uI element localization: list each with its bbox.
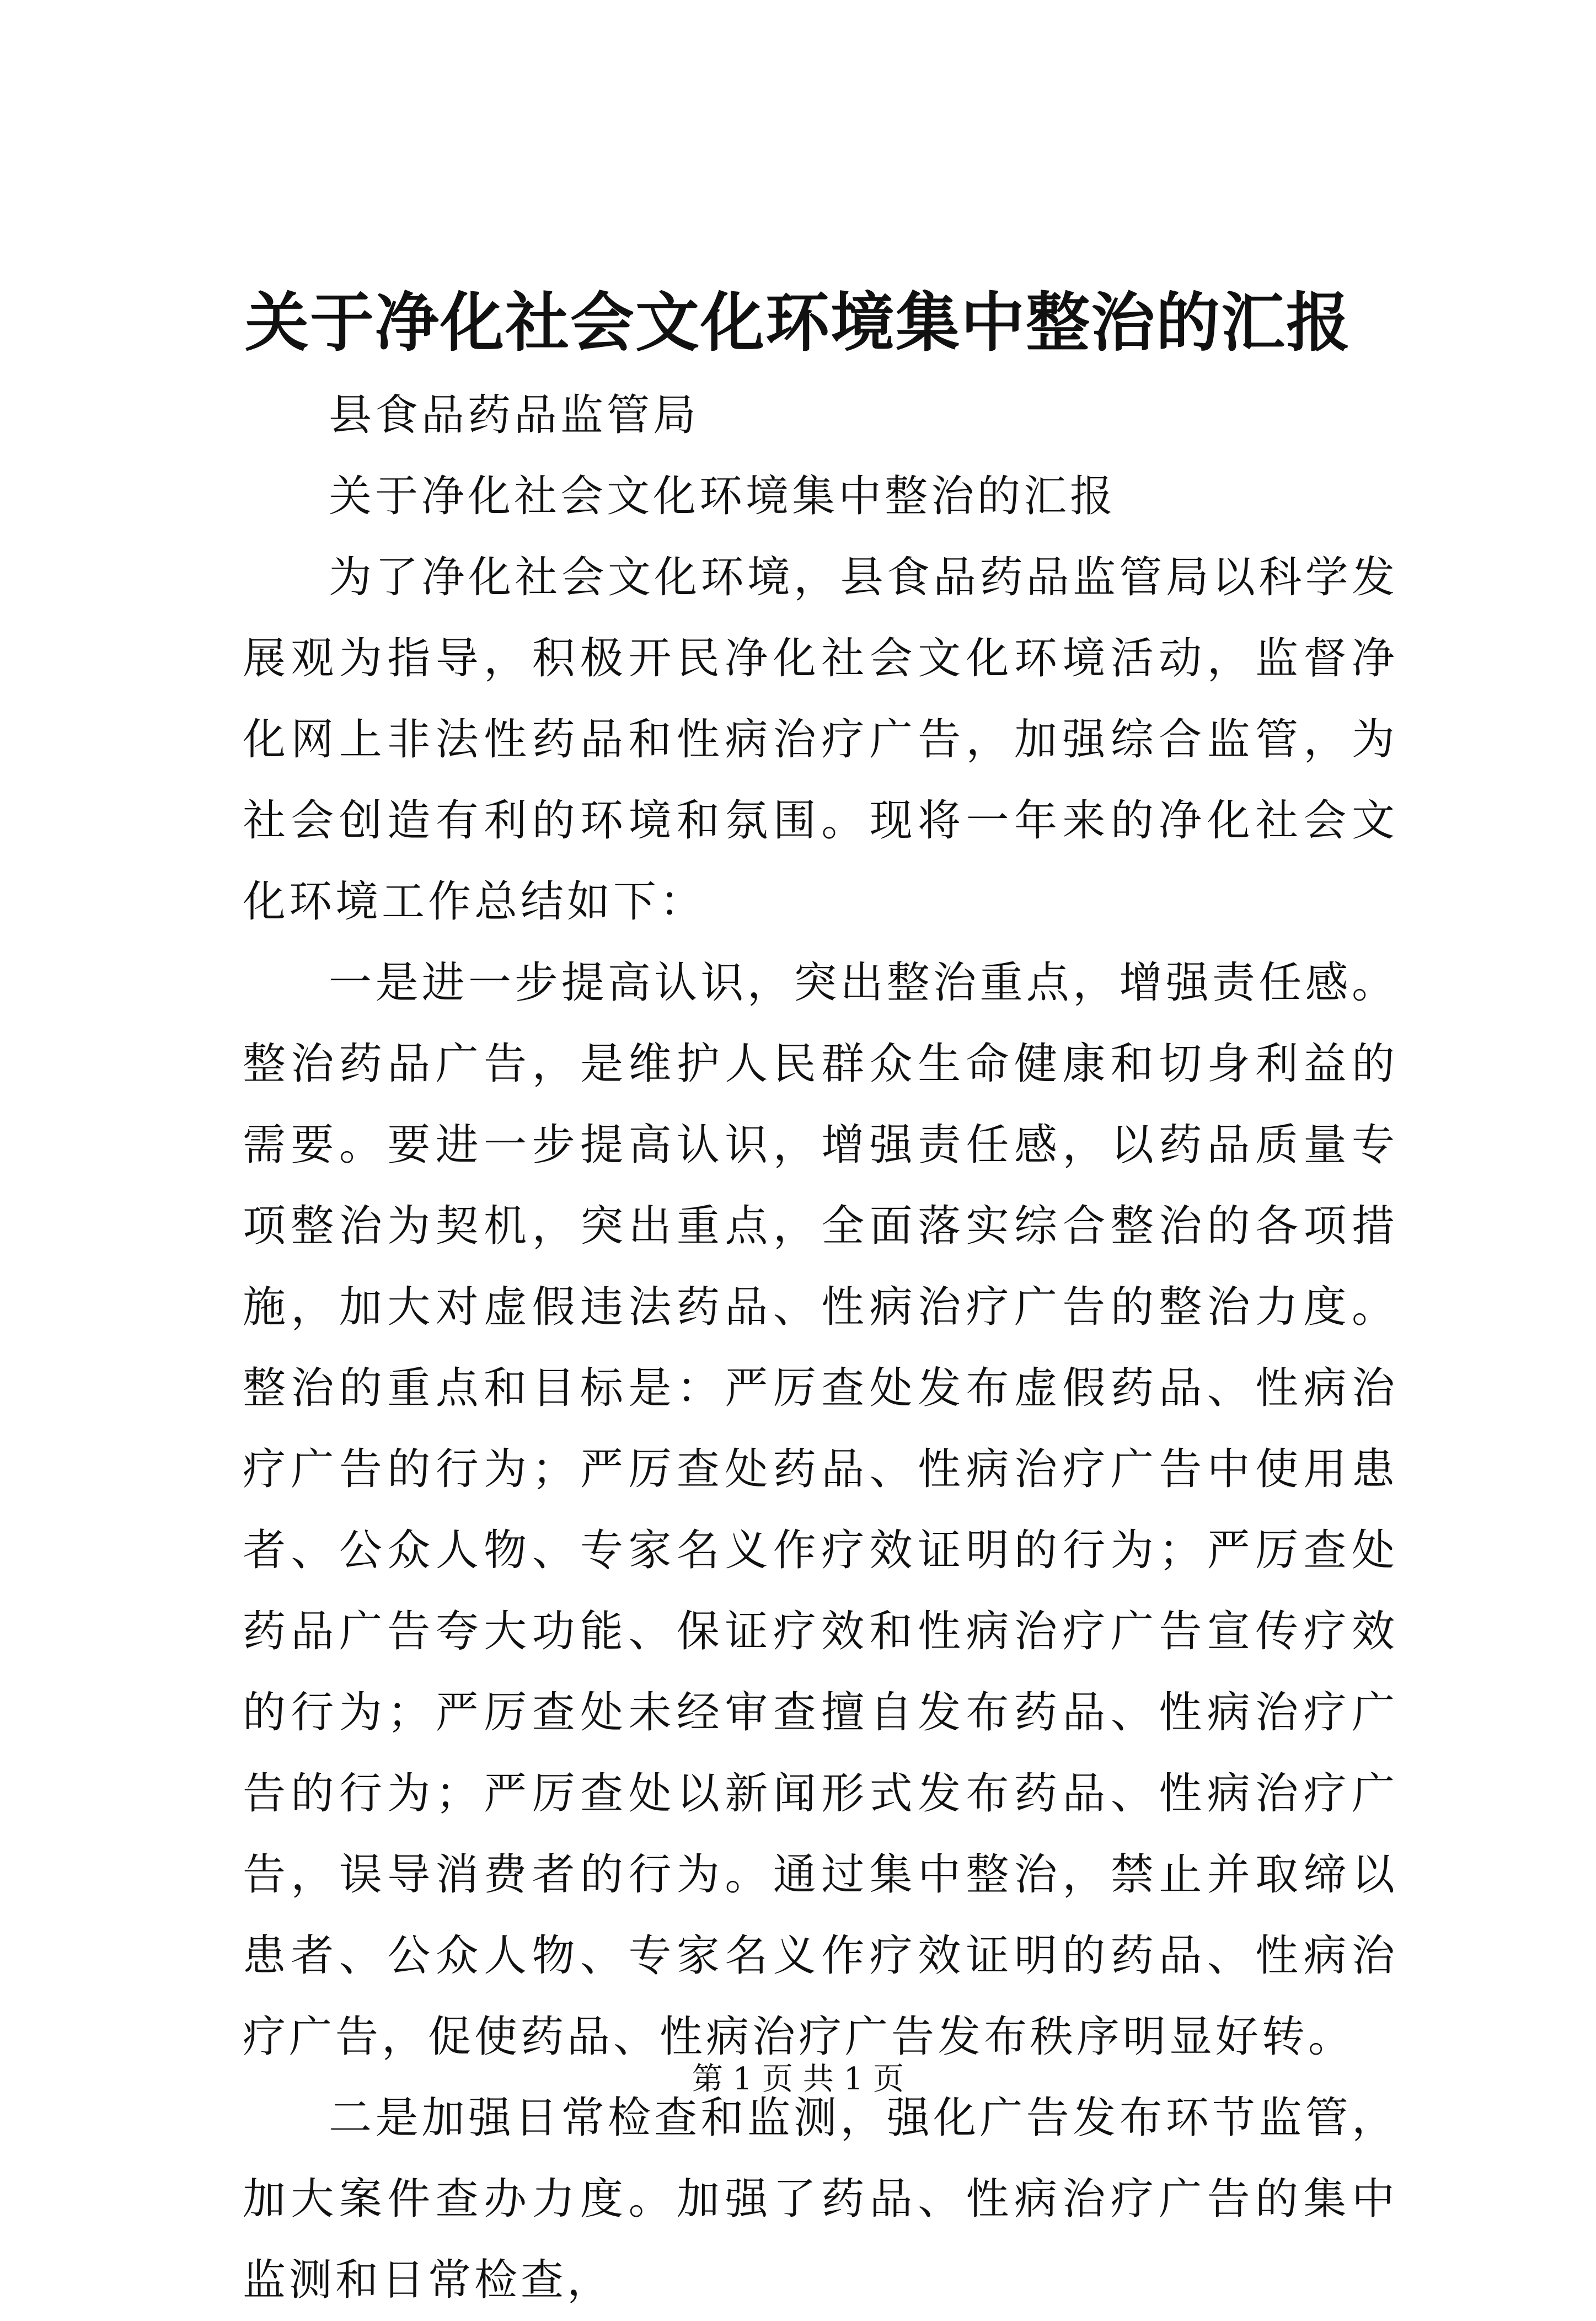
paragraph-one: 一是进一步提高认识，突出整治重点，增强责任感。整治药品广告，是维护人民群众生命健康和切身利益的需要。要进一步提高认识，增强责任感，以药品质量专项整治为契机，突出重点，全面落实综合整治的各项措施，加大对虚假违法药品、性病治疗广告的整治力度。整治的重点和目标是：严厉查处发布虚假药品、性病治疗广告的行为；严厉查处药品、性病治疗广告中使用患者、公众人物、专家名义作疗效证明的行为；严厉查处药品广告夸大功能、保证疗效和性病治疗广告宣传疗效的行为；严厉查处未经审查擅自发布药品、性病治疗广告的行为；严厉查处以新闻形式发布药品、性病治疗广告，误导消费者的行为。通过集中整治，禁止并取缔以患者、公众人物、专家名义作疗效证明的药品、性病治疗广告，促使药品、性病治疗广告发布秩序明显好转。 xyxy=(243,958,1398,2062)
issuer-line: 县食品药品监管局 xyxy=(329,391,700,440)
page-footer: 第 1 页 共 1 页 xyxy=(692,2061,904,2097)
document-body xyxy=(243,375,1398,2321)
subtitle-line: 关于净化社会文化环境集中整治的汇报 xyxy=(329,472,1117,521)
document-title: 关于净化社会文化环境集中整治的汇报 xyxy=(245,285,1351,360)
paragraph-two: 二是加强日常检查和监测，强化广告发布环节监管，加大案件查办力度。加强了药品、性病治疗广告的集中监测和日常检查， xyxy=(243,2093,1398,2305)
paragraph-intro: 为了净化社会文化环境，县食品药品监管局以科学发展观为指导，积极开民净化社会文化环境活动，监督净化网上非法性药品和性病治疗广告，加强综合监管，为社会创造有利的环境和氛围。现将一年来的净化社会文化环境工作总结如下： xyxy=(243,553,1398,927)
